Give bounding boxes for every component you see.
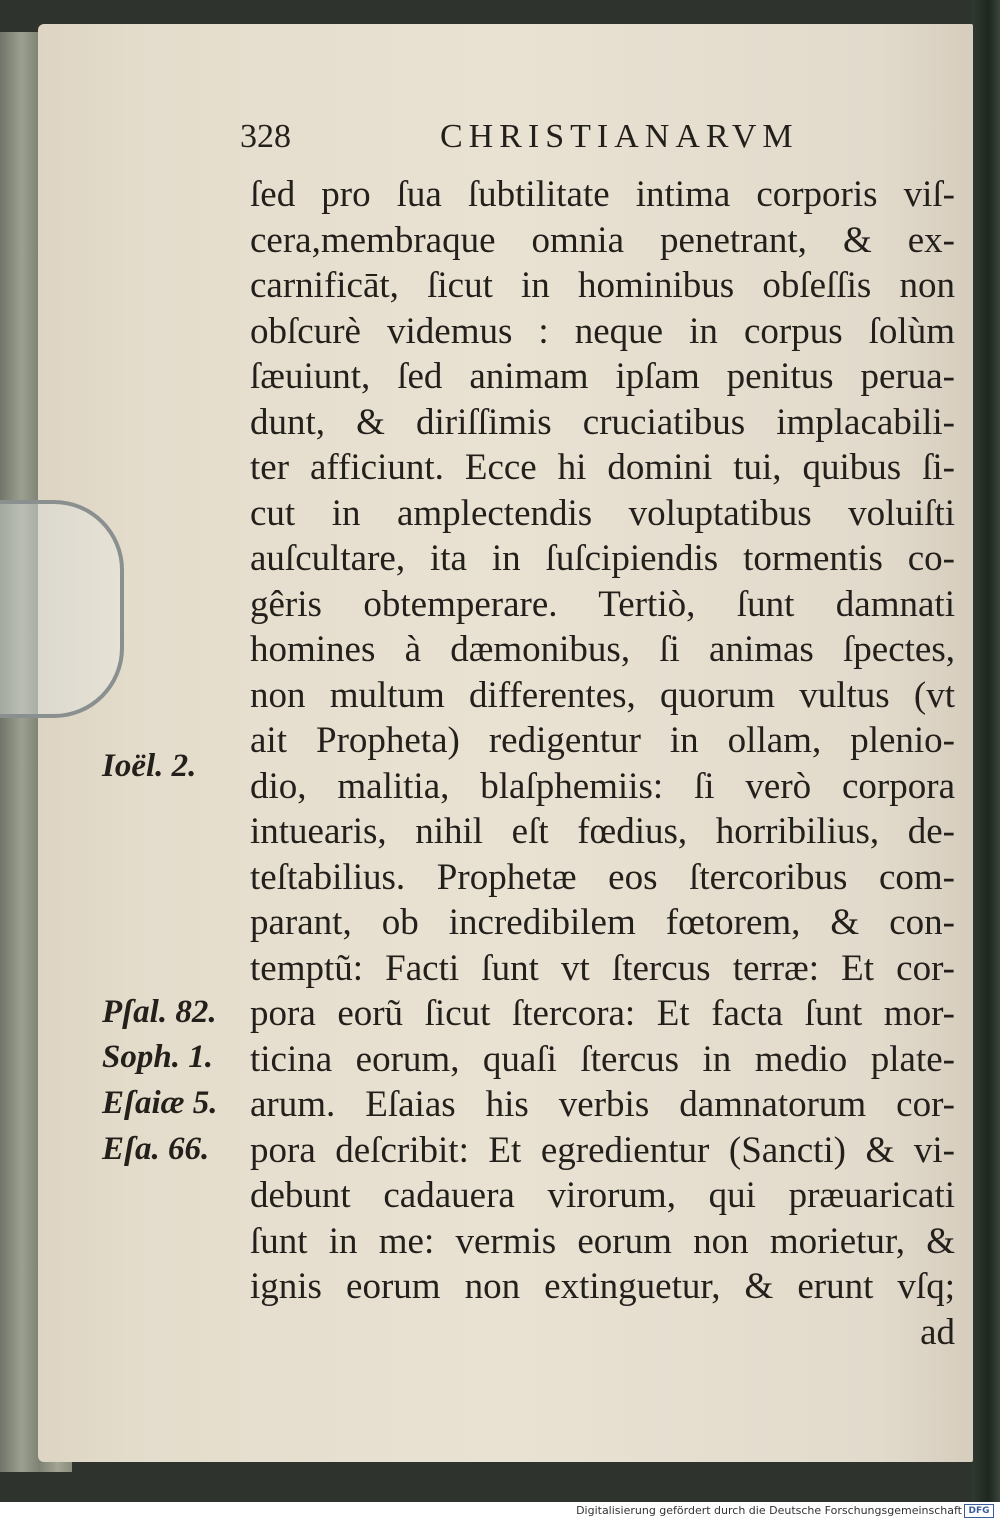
marginal-note: Eſaiæ 5. [102,1085,218,1121]
text-line: cut in amplectendis voluptatibus voluiſti [250,492,955,534]
marginal-note: Ioël. 2. [102,748,197,784]
page-clip [0,500,124,718]
text-line: homines à dæmonibus, ſi animas ſpectes, [250,629,955,670]
text-line: dio, malitia, blaſphemiis: ſi verò corpora [250,765,955,807]
catchword: ad [920,1311,955,1353]
text-line: pora deſcribit: Et egredientur (Sancti) & vi- [250,1129,955,1171]
text-line: non multum differentes, quorum vultus (vt [250,674,955,716]
text-line: debunt cadauera virorum, qui præuaricati [250,1175,955,1216]
body-text [250,172,955,1355]
running-head [240,118,840,162]
marginal-note: Pſal. 82. [102,994,217,1030]
text-line: gêris obtemperare. Tertiò, ſunt damnati [250,583,955,625]
text-line: parant, ob incredibilem fœtorem, & con- [250,902,955,943]
text-line: carnificāt, ſicut in hominibus obſeſſis non [250,265,955,306]
footer-credit: Digitalisierung gefördert durch die Deutsche Forschungsgemeinschaft [576,1504,962,1517]
text-line: obſcurè videmus : neque in corpus ſolùm [250,310,955,352]
text-line: dunt, & diriſſimis cruciatibus implacabili- [250,401,955,443]
running-title: CHRISTIANARVM [440,118,799,155]
text-line: ticina eorum, quaſi ſtercus in medio plate- [250,1038,955,1080]
page-number: 328 [240,118,291,155]
text-line: ſæuiunt, ſed animam ipſam penitus perua- [250,356,955,397]
text-line: ſunt in me: vermis eorum non morietur, & [250,1220,955,1262]
text-line: ignis eorum non extinguetur, & erunt vſq; [250,1266,955,1307]
text-line: temptũ: Facti ſunt vt ſtercus terræ: Et cor- [250,947,955,989]
text-line: arum. Eſaias his verbis damnatorum cor- [250,1084,955,1125]
text-line: auſcultare, ita in ſuſcipiendis tormentis co- [250,538,955,579]
text-line: ſed pro ſua ſubtilitate intima corporis viſ- [250,174,955,215]
marginal-note: Soph. 1. [102,1039,213,1075]
text-line: cera,membraque omnia penetrant, & ex- [250,219,955,261]
text-line: teſtabilius. Prophetæ eos ſtercoribus com- [250,856,955,898]
marginal-note: Eſa. 66. [102,1131,210,1167]
text-line: ter afficiunt. Ecce hi domini tui, quibus ſi- [250,447,955,488]
book-cover-edge [972,0,1000,1502]
text-line: intuearis, nihil eſt fœdius, horribilius, de- [250,811,955,852]
text-line: pora eorũ ſicut ſtercora: Et facta ſunt mor- [250,993,955,1034]
dfg-logo-icon: DFG [964,1504,994,1518]
text-line: ait Propheta) redigentur in ollam, plenio- [250,720,955,761]
